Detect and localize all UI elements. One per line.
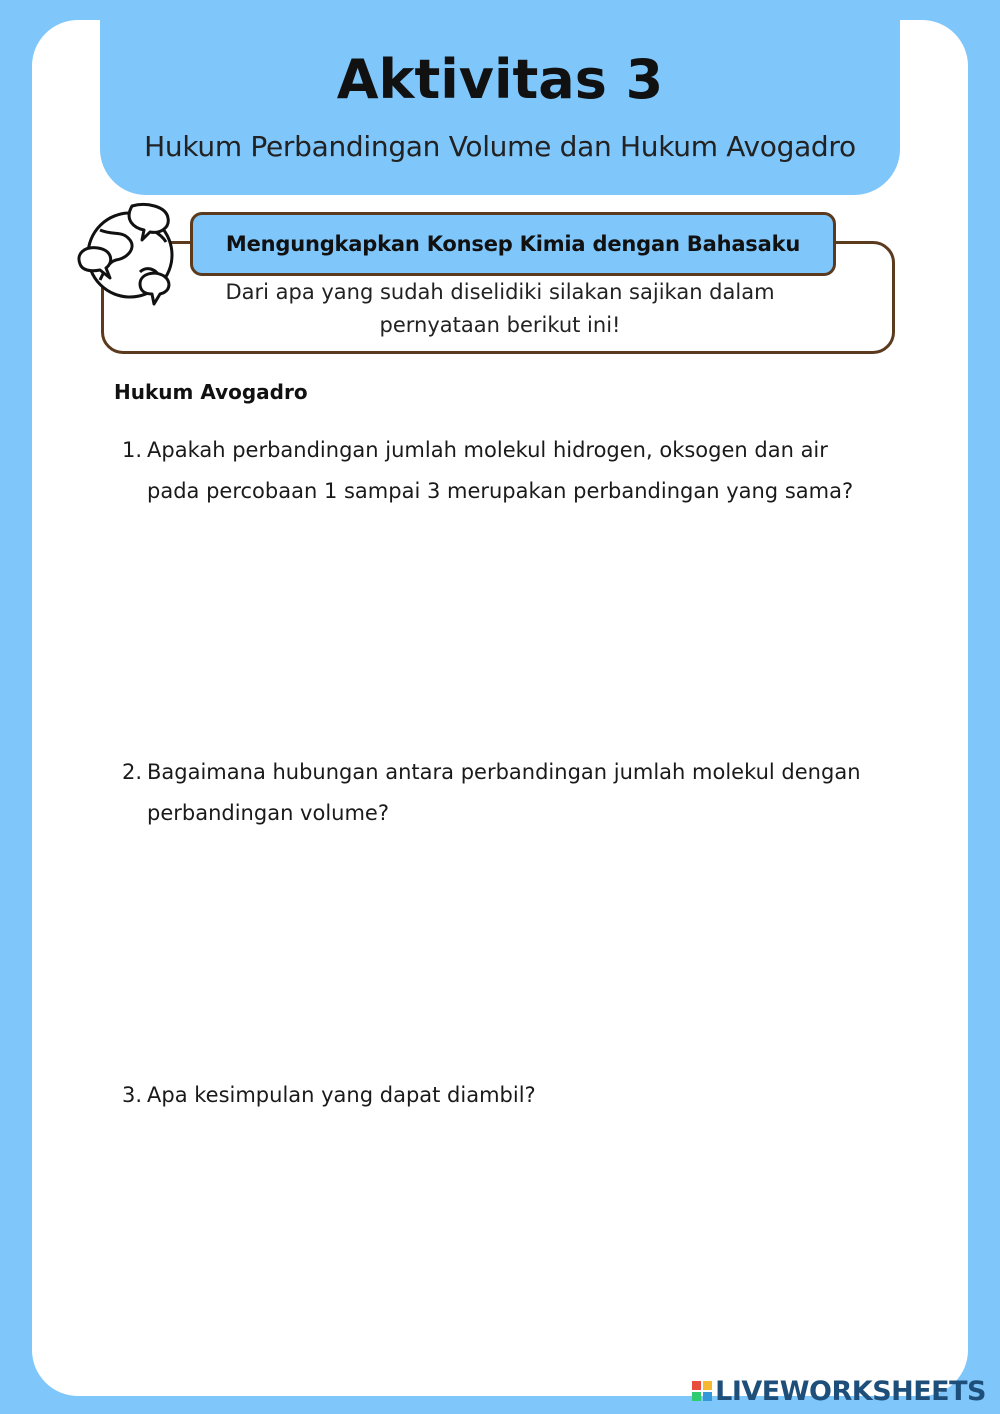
question-3	[122, 1075, 902, 1116]
question-line: Apa kesimpulan yang dapat diambil?	[147, 1083, 536, 1107]
speech-bubble-bottom	[140, 273, 169, 304]
question-2	[122, 752, 902, 834]
question-text	[147, 1075, 902, 1116]
instruction-text	[150, 276, 850, 342]
question-line: pada percobaan 1 sampai 3 merupakan perbandingan yang sama?	[147, 479, 854, 503]
question-line: Bagaimana hubungan antara perbandingan jumlah molekul dengan	[147, 760, 861, 784]
concept-label	[190, 212, 836, 276]
page-title: Aktivitas 3	[336, 48, 664, 111]
section-heading: Hukum Avogadro	[114, 380, 308, 404]
logo-blocks-icon	[692, 1381, 712, 1401]
question-number: 3.	[122, 1083, 143, 1107]
question-line: Apakah perbandingan jumlah molekul hidrogen, oksogen dan air	[147, 438, 828, 462]
logo-text: LIVEWORKSHEETS	[715, 1375, 986, 1407]
question-1	[122, 430, 902, 512]
concept-label-text: Mengungkapkan Konsep Kimia dengan Bahasaku	[225, 232, 801, 256]
question-text	[147, 752, 902, 834]
question-line: perbandingan volume?	[147, 801, 389, 825]
liveworksheets-logo[interactable]	[692, 1374, 986, 1408]
question-number: 2.	[122, 760, 143, 784]
page-subtitle: Hukum Perbandingan Volume dan Hukum Avogadro	[144, 130, 856, 163]
instruction-line-2: pernyataan berikut ini!	[379, 313, 621, 337]
instruction-line-1: Dari apa yang sudah diselidiki silakan sajikan dalam	[225, 280, 775, 304]
question-number: 1.	[122, 438, 143, 462]
globe-chat-icon	[74, 200, 186, 308]
question-text	[147, 430, 902, 512]
